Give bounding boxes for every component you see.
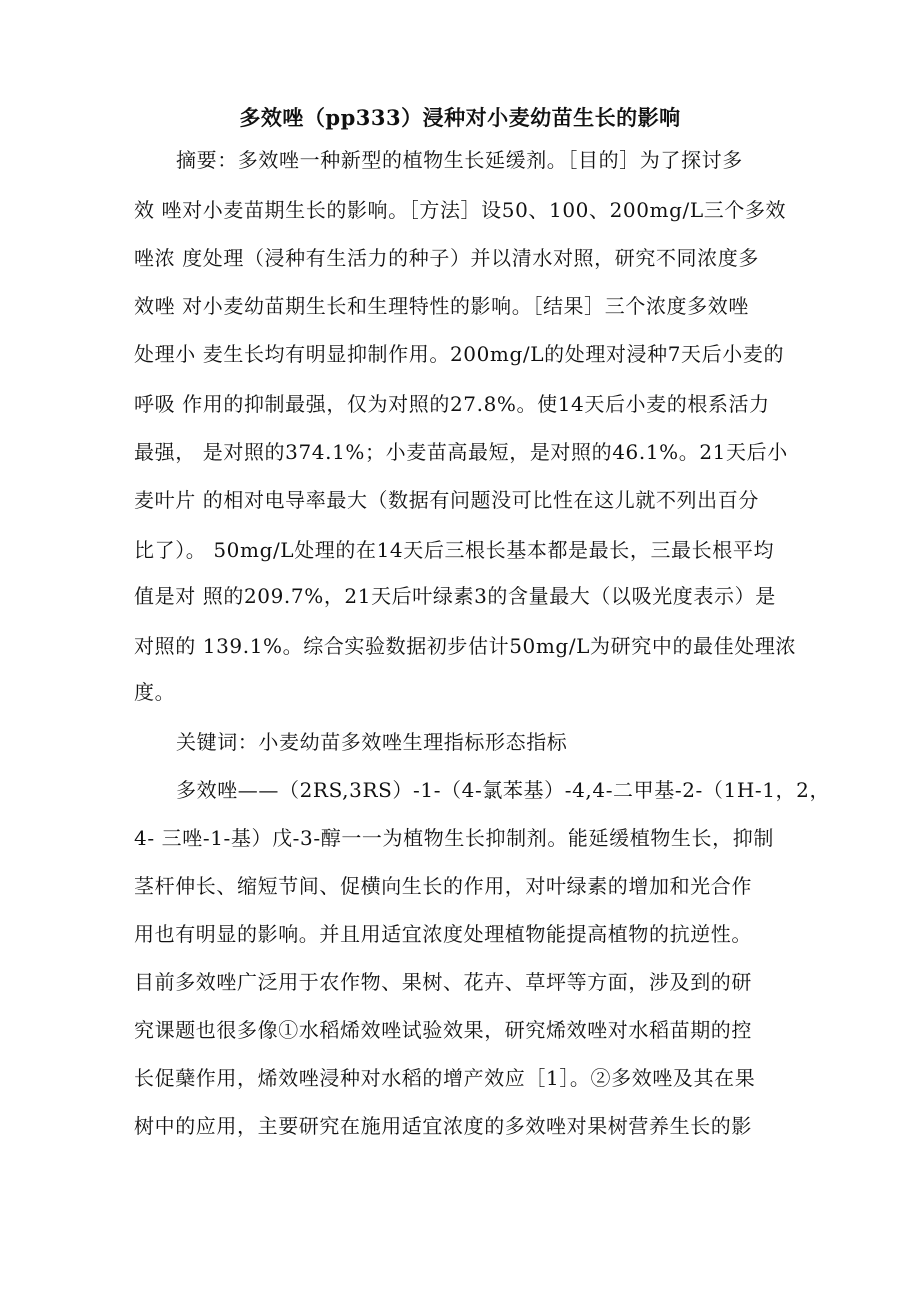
keywords-line: 关键词：小麦幼苗多效唑生理指标形态指标 [176, 730, 568, 754]
body-line: 4- 三唑-1-基）戊-3-醇一一为植物生长抑制剂。能延缓植物生长，抑制 [134, 826, 774, 850]
abstract-line: 最强， 是对照的374.1%；小麦苗高最短，是对照的46.1%。21天后小 [134, 440, 788, 464]
abstract-line: 处理小 麦生长均有明显抑制作用。200mg/L的处理对浸种7天后小麦的 [134, 342, 785, 366]
body-line: 长促蘖作用，烯效唑浸种对水稻的增产效应［1］。②多效唑及其在果 [134, 1066, 756, 1090]
abstract-line: 唑浓 度处理（浸种有生活力的种子）并以清水对照，研究不同浓度多 [134, 246, 759, 270]
body-line: 茎杆伸长、缩短节间、促横向生长的作用，对叶绿素的增加和光合作 [134, 874, 752, 898]
abstract-line: 呼吸 作用的抑制最强，仅为对照的27.8%。使14天后小麦的根系活力 [134, 392, 770, 416]
abstract-line: 效 唑对小麦苗期生长的影响。［方法］设50、100、200mg/L三个多效 [134, 198, 787, 222]
body-line: 究课题也很多像①水稻烯效唑试验效果，研究烯效唑对水稻苗期的控 [134, 1018, 752, 1042]
abstract-line: 对照的 139.1%。综合实验数据初步估计50mg/L为研究中的最佳处理浓 [134, 634, 797, 658]
body-line: 用也有明显的影响。并且用适宜浓度处理植物能提高植物的抗逆性。 [134, 922, 752, 946]
document-title: 多效唑（pp333）浸种对小麦幼苗生长的影响 [239, 105, 681, 130]
abstract-line: 值是对 照的209.7%，21天后叶绿素3的含量最大（以吸光度表示）是 [134, 584, 776, 608]
abstract-line: 摘要：多效唑一种新型的植物生长延缓剂。［目的］为了探讨多 [176, 148, 743, 172]
abstract-line: 麦叶片 的相对电导率最大（数据有问题没可比性在这儿就不列出百分 [134, 488, 759, 512]
body-line: 多效唑——（2RS,3RS）-1-（4-氯苯基）-4,4-二甲基-2-（1H-1，2， [176, 778, 831, 802]
abstract-line: 效唑 对小麦幼苗期生长和生理特性的影响。［结果］三个浓度多效唑 [134, 294, 749, 318]
body-line: 树中的应用，主要研究在施用适宜浓度的多效唑对果树营养生长的影 [134, 1114, 752, 1138]
abstract-line: 比了）。 50mg/L处理的在14天后三根长基本都是最长，三最长根平均 [134, 538, 775, 562]
body-line: 目前多效唑广泛用于农作物、果树、花卉、草坪等方面，涉及到的研 [134, 970, 752, 994]
abstract-line: 度。 [134, 680, 176, 704]
